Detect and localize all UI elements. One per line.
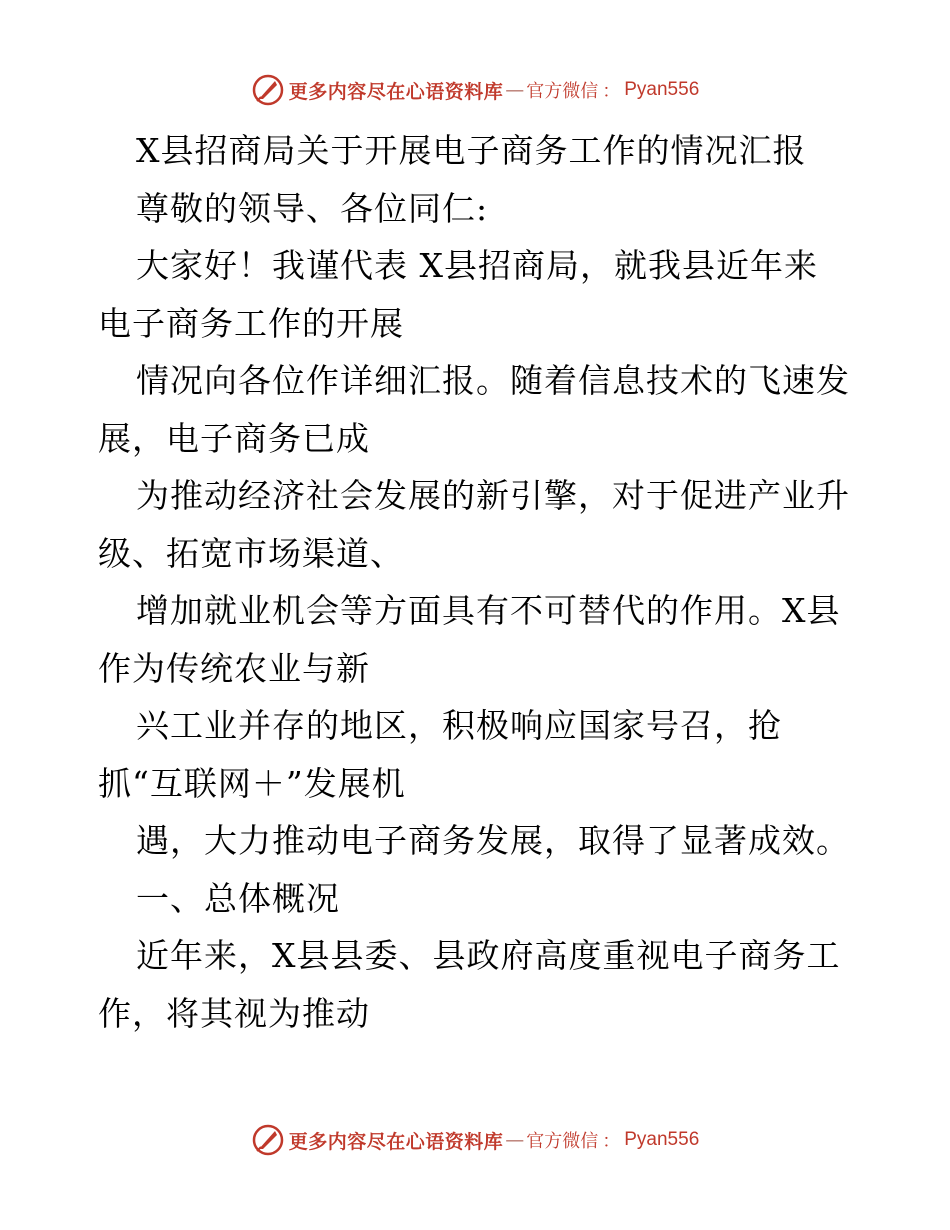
paragraph-line: 遇，大力推动电子商务发展，取得了显著成效。 <box>136 821 850 860</box>
quill-logo-icon <box>251 1123 285 1157</box>
watermark-dash: — <box>505 1129 525 1151</box>
paragraph-line: 展，电子商务已成 <box>98 418 370 458</box>
paragraph-line: 级、拓宽市场渠道、 <box>98 533 404 573</box>
paragraph-line: 作为传统农业与新 <box>98 648 370 688</box>
paragraph-line: 情况向各位作详细汇报。随着信息技术的飞速发 <box>136 361 850 400</box>
paragraph-line: 作，将其视为推动 <box>98 993 370 1033</box>
paragraph-line: 大家好！我谨代表 X县招商局，就我县近年来 <box>136 246 818 285</box>
paragraph-line: 电子商务工作的开展 <box>98 303 404 343</box>
watermark-wechat-label: 官方微信 <box>526 81 599 102</box>
salutation: 尊敬的领导、各位同仁: <box>136 188 489 228</box>
watermark-dash: — <box>505 79 525 101</box>
paragraph-line: 增加就业机会等方面具有不可替代的作用。X县 <box>136 591 841 630</box>
paragraph-line: 为推动经济社会发展的新引擎，对于促进产业升 <box>136 476 850 515</box>
watermark-colon: ： <box>602 1131 621 1152</box>
header-watermark <box>0 70 950 110</box>
paragraph-line: 兴工业并存的地区，积极响应国家号召，抢 <box>136 706 782 745</box>
document-body <box>98 122 858 1042</box>
footer-watermark <box>0 1120 950 1160</box>
section-heading: 一、总体概况 <box>136 878 340 918</box>
watermark-wechat-id: Pyan556 <box>624 1129 700 1150</box>
paragraph-line: 抓“互联网＋”发展机 <box>98 763 406 803</box>
watermark-wechat-id: Pyan556 <box>624 79 700 100</box>
document-title: X县招商局关于开展电子商务工作的情况汇报 <box>136 131 807 170</box>
quill-logo-icon <box>251 73 285 107</box>
watermark-site-text: 更多内容尽在心语资料库 <box>288 80 504 103</box>
watermark-wechat-label: 官方微信 <box>526 1131 599 1152</box>
watermark-site-text: 更多内容尽在心语资料库 <box>288 1130 504 1153</box>
watermark-colon: ： <box>602 81 621 102</box>
paragraph-line: 近年来，X县县委、县政府高度重视电子商务工 <box>136 936 841 975</box>
